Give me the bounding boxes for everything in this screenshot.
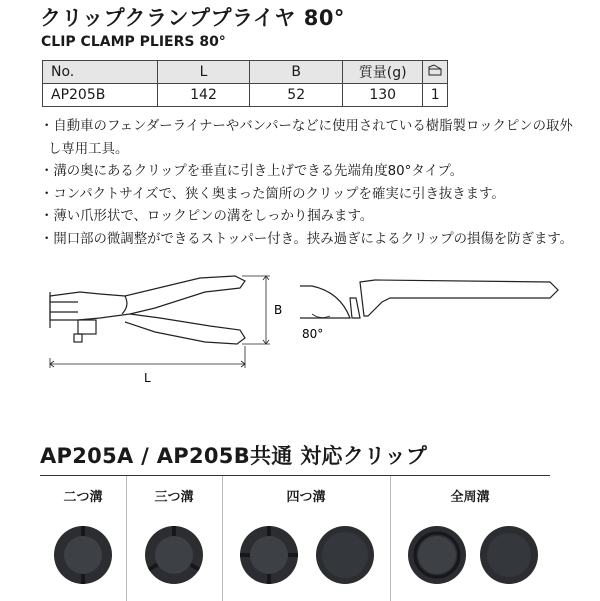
spec-data-row xyxy=(43,84,448,107)
dimension-b-label: B xyxy=(274,303,283,317)
spec-cell-l: 142 xyxy=(157,84,250,107)
clip-column-label: 全周溝 xyxy=(450,490,490,505)
col-weight-header: 質量(g) xyxy=(342,61,422,84)
clip-column-three-groove xyxy=(126,476,222,601)
clip-column-four-groove xyxy=(222,476,390,601)
dimension-lines xyxy=(50,276,270,368)
compatible-clips-title: AP205A / AP205B共通 対応クリップ xyxy=(40,444,428,468)
col-l-header: L xyxy=(157,61,250,84)
pliers-top-view-drawing xyxy=(50,276,245,344)
feature-item: ・溝の奥にあるクリップを垂直に引き上げできる先端角度80°タイプ。 xyxy=(40,164,464,179)
four-groove-clip-icon xyxy=(238,524,300,586)
spec-table xyxy=(42,60,448,107)
dimension-diagram xyxy=(30,268,570,398)
spec-cell-weight: 130 xyxy=(342,84,422,107)
product-title-en: CLIP CLAMP PLIERS 80° xyxy=(41,34,226,50)
spec-cell-qty: 1 xyxy=(423,84,448,107)
two-groove-clip-icon xyxy=(52,524,114,586)
spec-header-row xyxy=(43,61,448,84)
full-groove-smooth-clip-icon xyxy=(478,524,540,586)
feature-item: ・コンパクトサイズで、狭く奥まった箇所のクリップを確実に引き抜きます。 xyxy=(40,186,505,202)
feature-item: ・薄い爪形状で、ロックピンの溝をしっかり掴みます。 xyxy=(40,209,374,224)
dimension-l-label: L xyxy=(144,371,151,385)
angle-label: 80° xyxy=(302,327,324,341)
angle-indicator xyxy=(312,314,330,318)
feature-item: ・開口部の微調整ができるストッパー付き。挟み過ぎによるクリップの損傷を防ぎます。 xyxy=(40,231,574,247)
feature-item: ・自動車のフェンダーライナーやバンパーなどに使用されている樹脂製ロックピンの取外し専用工具。 xyxy=(40,119,573,157)
clip-column-full-groove xyxy=(390,476,550,601)
col-no-header: No. xyxy=(43,61,158,84)
col-b-header: B xyxy=(250,61,342,84)
three-groove-clip-icon xyxy=(143,524,205,586)
spec-cell-b: 52 xyxy=(250,84,342,107)
four-groove-smooth-clip-icon xyxy=(314,524,376,586)
product-title-jp: クリップクランププライヤ 80° xyxy=(40,6,345,30)
package-icon xyxy=(428,64,442,76)
spec-cell-no: AP205B xyxy=(43,84,158,107)
clip-column-two-groove xyxy=(40,476,126,601)
full-groove-ring-clip-icon xyxy=(406,524,468,586)
clip-column-label: 二つ溝 xyxy=(63,490,103,505)
pliers-side-view-drawing xyxy=(300,280,558,318)
clip-column-label: 三つ溝 xyxy=(154,490,194,505)
compatible-clips-panel xyxy=(40,475,550,601)
feature-list xyxy=(40,116,580,251)
col-qty-header xyxy=(423,61,448,84)
clip-column-label: 四つ溝 xyxy=(286,490,326,505)
